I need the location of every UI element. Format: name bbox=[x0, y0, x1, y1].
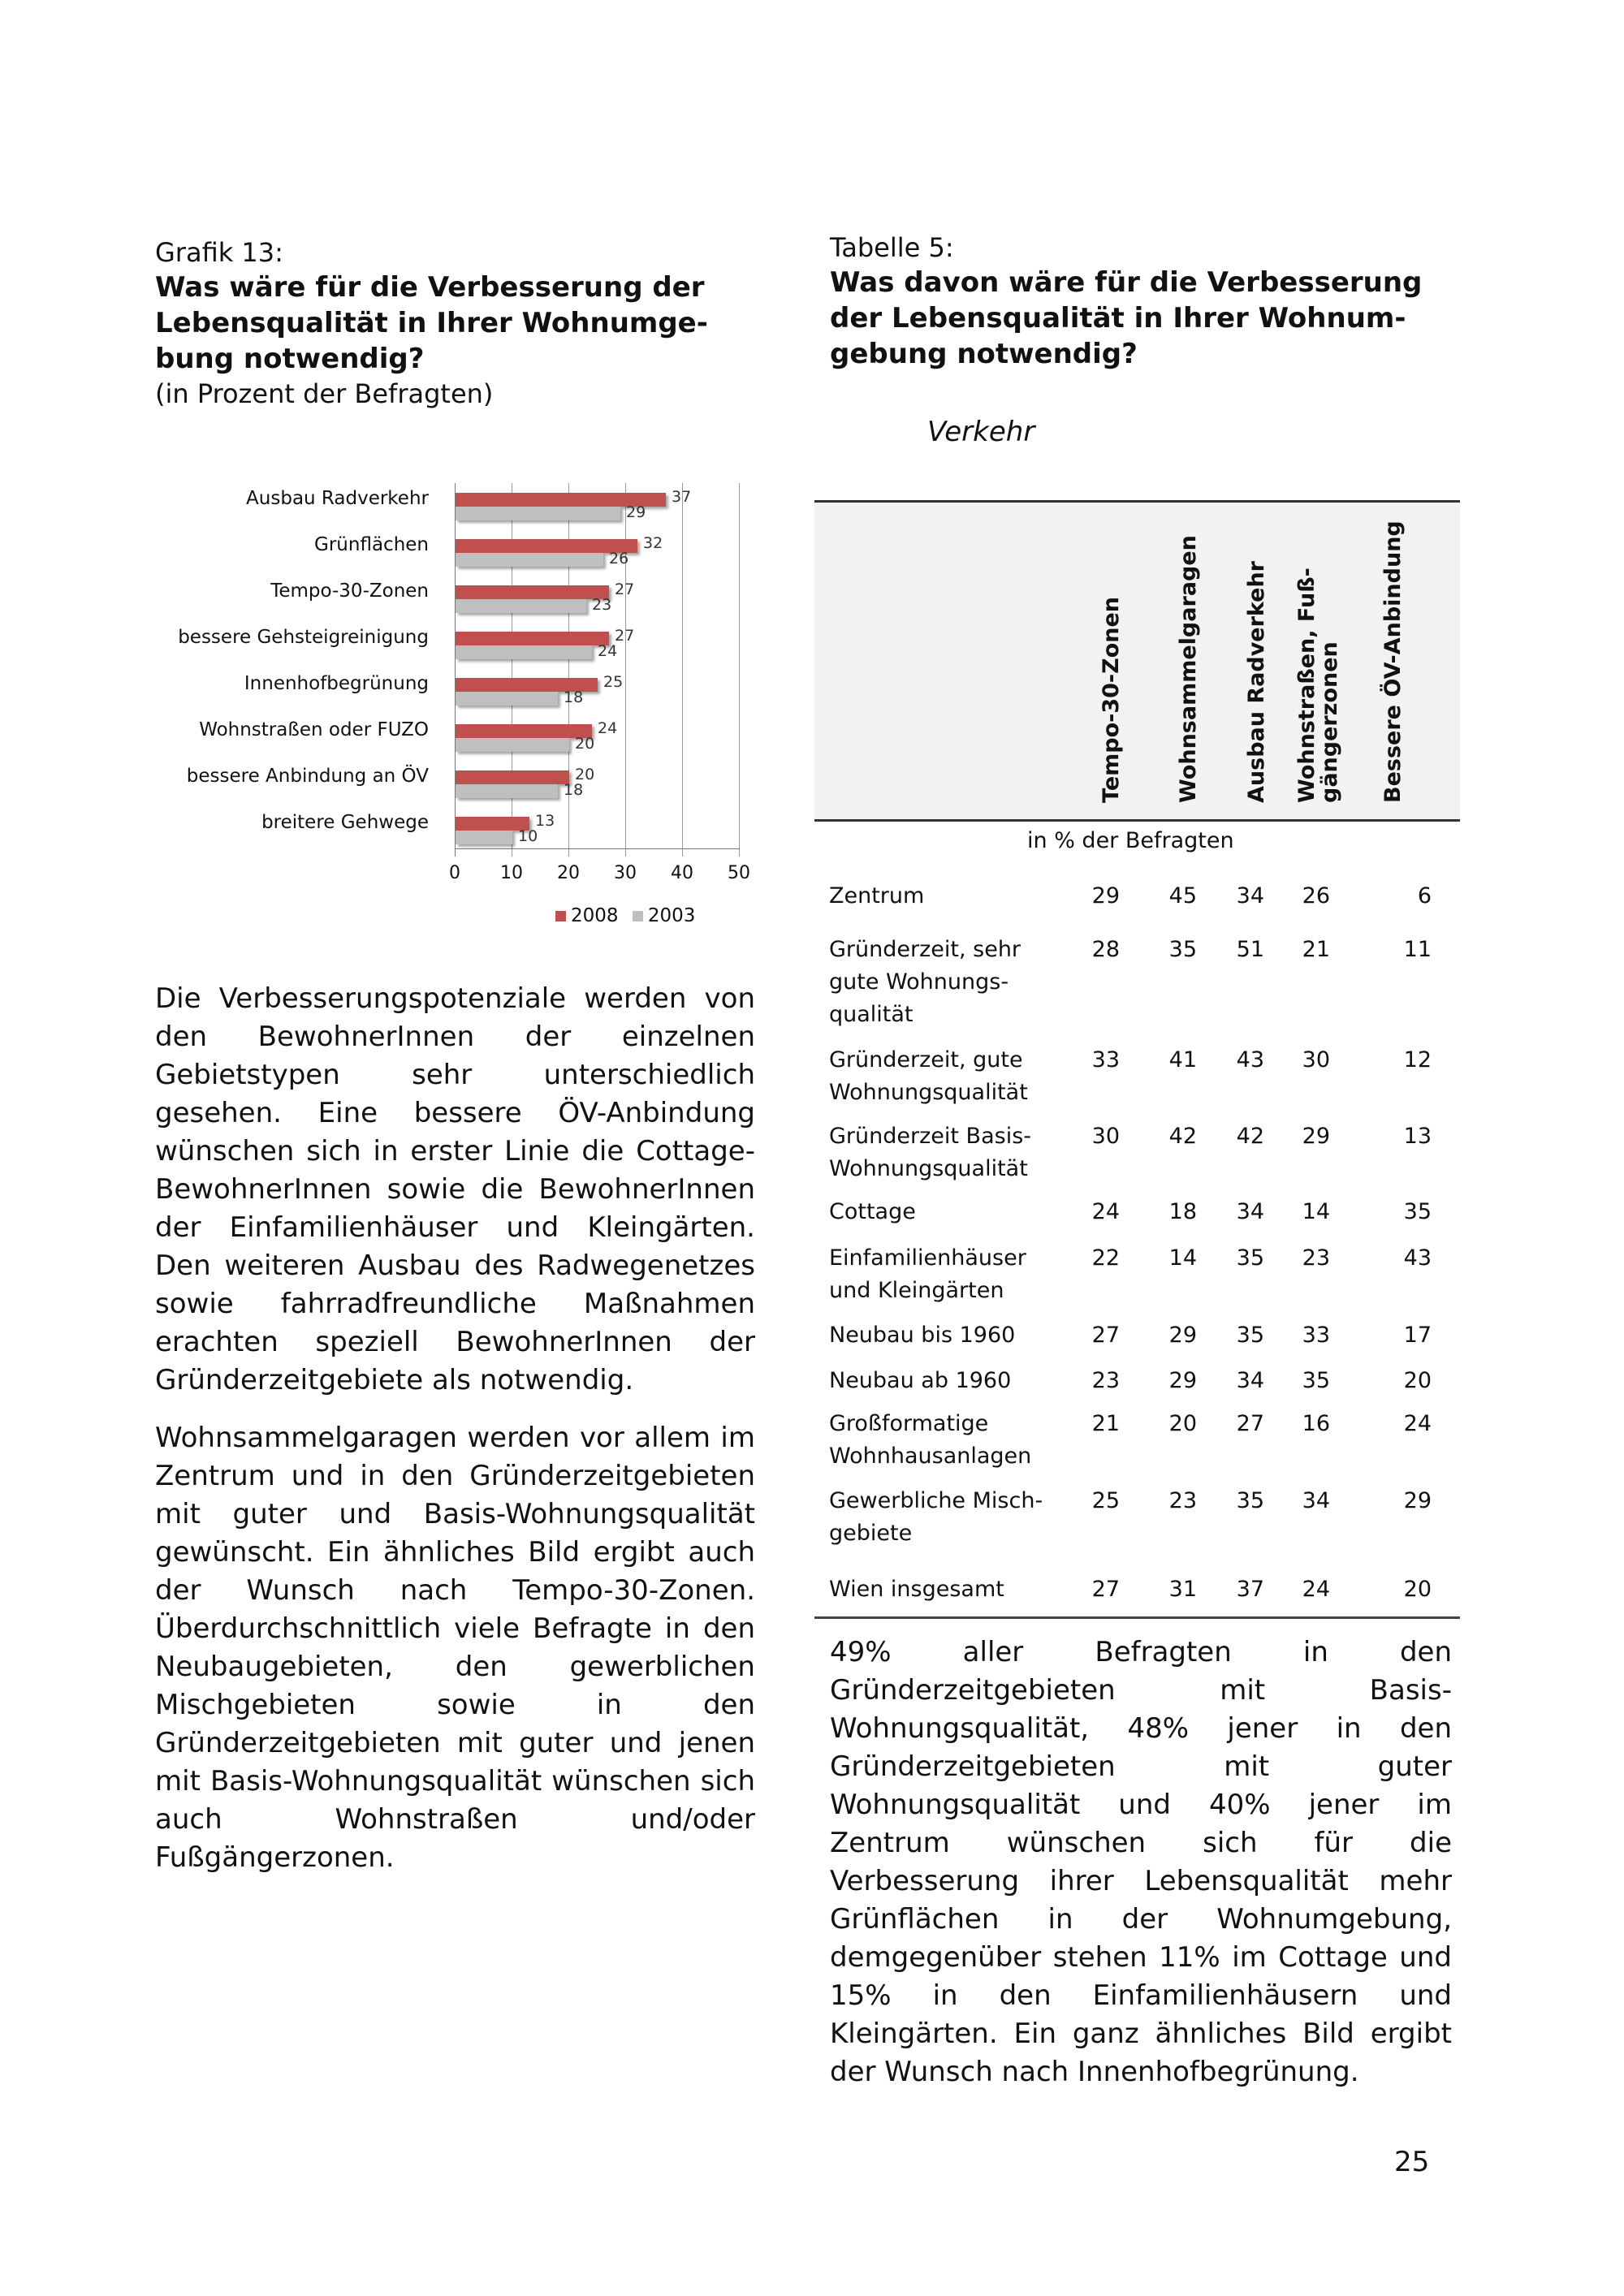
column-header-oev-anbindung: Bessere ÖV-Anbindung bbox=[1380, 520, 1406, 803]
figure-title-line: Lebensqualität in Ihrer Wohnumge- bbox=[155, 307, 708, 339]
x-tick: 0 bbox=[449, 863, 460, 883]
chart-caption bbox=[155, 235, 756, 411]
table-cell: 21 bbox=[1091, 1411, 1120, 1436]
bar-value-label: 29 bbox=[626, 503, 646, 521]
table-cell: 34 bbox=[1236, 1199, 1264, 1224]
table-title-line: der Lebensqualität in Ihrer Wohnum- bbox=[830, 302, 1406, 334]
bar-2003 bbox=[456, 507, 620, 520]
figure-title-line: bung notwendig? bbox=[155, 343, 425, 375]
x-tick: 40 bbox=[671, 863, 693, 883]
figure-label: Grafik 13: bbox=[155, 237, 283, 268]
figure-subtitle: (in Prozent der Befragten) bbox=[155, 378, 494, 409]
bar-2003 bbox=[456, 692, 558, 706]
table-cell: 16 bbox=[1302, 1411, 1330, 1436]
table-cell: 22 bbox=[1091, 1245, 1120, 1271]
legend-swatch-red-icon bbox=[555, 911, 566, 921]
table-cell: 35 bbox=[1403, 1199, 1432, 1224]
category-label: bessere Anbindung an ÖV bbox=[186, 766, 429, 787]
table-cell: 29 bbox=[1168, 1368, 1197, 1393]
table-cell: 17 bbox=[1403, 1323, 1432, 1348]
table-label: Tabelle 5: bbox=[830, 232, 954, 263]
table-cell: 21 bbox=[1302, 937, 1330, 962]
table-cell: 43 bbox=[1403, 1245, 1432, 1271]
bar-value-label: 24 bbox=[598, 642, 618, 660]
category-label: Innenhofbegrünung bbox=[244, 673, 429, 694]
table-cell: 14 bbox=[1168, 1245, 1197, 1271]
table-cell: 31 bbox=[1168, 1577, 1197, 1602]
bar-value-label: 27 bbox=[615, 627, 635, 645]
plot-area bbox=[455, 483, 740, 848]
table-cell: 42 bbox=[1168, 1124, 1197, 1149]
column-header-tempo30: Tempo-30-Zonen bbox=[1099, 596, 1124, 803]
table-row bbox=[814, 1408, 1460, 1473]
table-title-line: Was davon wäre für die Verbesserung bbox=[830, 266, 1423, 299]
table-body bbox=[814, 880, 1460, 1619]
table-cell: 11 bbox=[1403, 937, 1432, 962]
row-label: Gründerzeit Basis-Wohnungsqualität bbox=[829, 1124, 1031, 1181]
column-header-wohnsammelgaragen: Wohnsammelgaragen bbox=[1176, 535, 1201, 803]
bar-2003 bbox=[456, 784, 558, 798]
table-row bbox=[814, 1196, 1460, 1228]
bar-2003 bbox=[456, 645, 592, 659]
table-cell: 20 bbox=[1403, 1577, 1432, 1602]
bar-2008 bbox=[456, 724, 592, 738]
page-number: 25 bbox=[1394, 2146, 1430, 2178]
table-cell: 27 bbox=[1091, 1323, 1120, 1348]
table-cell: 28 bbox=[1091, 937, 1120, 962]
category-label: bessere Gehsteigreinigung bbox=[178, 627, 429, 648]
bar-2008 bbox=[456, 585, 609, 599]
table-cell: 33 bbox=[1302, 1323, 1330, 1348]
table-cell: 33 bbox=[1091, 1047, 1120, 1072]
chart-category-labels bbox=[154, 483, 429, 857]
table-row bbox=[814, 1319, 1460, 1352]
table-cell: 51 bbox=[1236, 937, 1264, 962]
table-cell: 27 bbox=[1091, 1577, 1120, 1602]
row-label: Cottage bbox=[829, 1199, 916, 1224]
bar-chart bbox=[154, 483, 771, 938]
table-cell: 24 bbox=[1091, 1199, 1120, 1224]
table-cell: 29 bbox=[1302, 1124, 1330, 1149]
bar-value-label: 10 bbox=[518, 827, 538, 845]
row-label: Neubau ab 1960 bbox=[829, 1368, 1012, 1393]
table-cell: 30 bbox=[1091, 1124, 1120, 1149]
table-unit-note: in % der Befragten bbox=[1027, 828, 1234, 853]
table-cell: 18 bbox=[1168, 1199, 1197, 1224]
table-header bbox=[814, 500, 1460, 822]
legend-item-2003: 2003 bbox=[633, 905, 696, 926]
table-cell: 24 bbox=[1403, 1411, 1432, 1436]
bar-2003 bbox=[456, 738, 569, 752]
table-row bbox=[814, 1365, 1460, 1397]
bar-2008 bbox=[456, 632, 609, 645]
bar-value-label: 24 bbox=[598, 719, 618, 737]
legend-swatch-gray-icon bbox=[633, 911, 643, 921]
table-cell: 43 bbox=[1236, 1047, 1264, 1072]
table-cell: 41 bbox=[1168, 1047, 1197, 1072]
category-label: Tempo-30-Zonen bbox=[270, 580, 429, 602]
table-title-line: gebung notwendig? bbox=[830, 338, 1138, 370]
table-cell: 12 bbox=[1403, 1047, 1432, 1072]
table-cell: 35 bbox=[1236, 1323, 1264, 1348]
table-caption bbox=[830, 231, 1463, 372]
row-label: Einfamilienhäuser und Kleingärten bbox=[829, 1245, 1026, 1303]
table-cell: 42 bbox=[1236, 1124, 1264, 1149]
row-label: Zentrum bbox=[829, 883, 925, 908]
table-cell: 24 bbox=[1302, 1577, 1330, 1602]
table-cell: 34 bbox=[1236, 1368, 1264, 1393]
bar-2008 bbox=[456, 770, 569, 784]
x-tick: 30 bbox=[614, 863, 637, 883]
table-cell: 30 bbox=[1302, 1047, 1330, 1072]
bar-value-label: 18 bbox=[564, 688, 584, 706]
table-cell: 20 bbox=[1403, 1368, 1432, 1393]
table-cell: 37 bbox=[1236, 1577, 1264, 1602]
table-cell: 29 bbox=[1091, 883, 1120, 908]
table-cell: 13 bbox=[1403, 1124, 1432, 1149]
table-cell: 26 bbox=[1302, 883, 1330, 908]
x-axis-ticks bbox=[449, 863, 750, 887]
gridline bbox=[739, 483, 740, 857]
table-row bbox=[814, 1242, 1460, 1307]
right-paragraph: 49% aller Befragten in den Gründerzeitgebieten mit Basis-Wohnungsqualität, 48% jener in den Gründerzeitgebieten mit guter Wohnungsqualität und 40% jener im Zentrum wünschen sich für die Verbesserung ihrer Lebensqualität mehr Grünflächen in der Wohnumgebung, demgegenüber stehen 11% im Cottage und 15% in den Einfamilienhäusern und Kleingärten. Ein ganz ähnliches Bild ergibt der Wunsch nach Innenhofbegrünung. bbox=[830, 1636, 1452, 2088]
table-cell: 20 bbox=[1168, 1411, 1197, 1436]
table-cell: 29 bbox=[1403, 1488, 1432, 1513]
gridline bbox=[682, 483, 683, 857]
table-cell: 23 bbox=[1091, 1368, 1120, 1393]
x-tick: 20 bbox=[557, 863, 580, 883]
category-label: Ausbau Radverkehr bbox=[246, 488, 429, 509]
left-paragraph-2: Wohnsammelgaragen werden vor allem im Zentrum und in den Gründerzeitgebieten mit guter und Basis-Wohnungsqualität gewünscht. Ein ähnliches Bild ergibt auch der Wunsch nach Tempo-30-Zonen. Überdurchschnittlich viele Befragte in den Neubaugebieten, den gewerblichen Mischgebieten sowie in den Gründerzeitgebieten mit guter und jenen mit Basis-Wohnungsqualität wünschen sich auch Wohnstraßen und/oder Fußgängerzonen. bbox=[155, 1422, 755, 1874]
row-label: Gewerbliche Misch-gebiete bbox=[829, 1488, 1043, 1546]
bar-value-label: 26 bbox=[609, 550, 629, 568]
table-row bbox=[814, 1120, 1460, 1185]
legend-item-2008: 2008 bbox=[555, 905, 624, 926]
row-label: Großformatige Wohnhausanlagen bbox=[829, 1411, 1032, 1469]
table-row bbox=[814, 1573, 1460, 1606]
table-row bbox=[814, 934, 1460, 1031]
table-row bbox=[814, 1044, 1460, 1109]
table-cell: 23 bbox=[1168, 1488, 1197, 1513]
table-cell: 45 bbox=[1168, 883, 1197, 908]
bar-value-label: 27 bbox=[615, 580, 635, 598]
category-label: Grünflächen bbox=[314, 534, 429, 555]
bar-value-label: 32 bbox=[643, 534, 663, 552]
table-section-title: Verkehr bbox=[927, 416, 1035, 448]
row-label: Gründerzeit, sehr gute Wohnungs-qualität bbox=[829, 937, 1021, 1027]
table-bottom-rule bbox=[814, 1616, 1460, 1619]
figure-title-line: Was wäre für die Verbesserung der bbox=[155, 271, 705, 304]
bar-value-label: 25 bbox=[603, 673, 624, 691]
chart-legend bbox=[555, 905, 695, 926]
left-paragraph-1: Die Verbesserungspotenziale werden von den BewohnerInnen der einzelnen Gebietstypen sehr unterschiedlich gesehen. Eine bessere ÖV-Anbindung wünschen sich in erster Linie die Cottage-BewohnerInnen sowie die BewohnerInnen der Einfamilienhäuser und Kleingärten. Den weiteren Ausbau des Radwegenetzes sowie fahrradfreundliche Maßnahmen erachten speziell BewohnerInnen der Gründerzeitgebiete als notwendig. bbox=[155, 982, 755, 1396]
table-cell: 27 bbox=[1236, 1411, 1264, 1436]
table-cell: 6 bbox=[1417, 883, 1432, 908]
table-cell: 35 bbox=[1236, 1488, 1264, 1513]
table-cell: 14 bbox=[1302, 1199, 1330, 1224]
table-cell: 29 bbox=[1168, 1323, 1197, 1348]
bar-value-label: 20 bbox=[575, 766, 595, 783]
bar-2003 bbox=[456, 553, 603, 567]
bar-2003 bbox=[456, 831, 512, 844]
category-label: Wohnstraßen oder FUZO bbox=[199, 719, 429, 740]
x-axis-line bbox=[455, 848, 740, 849]
bar-2003 bbox=[456, 599, 586, 613]
table-cell: 35 bbox=[1168, 937, 1197, 962]
table-cell: 25 bbox=[1091, 1488, 1120, 1513]
column-header-wohnstrassen: Wohnstraßen, Fuß- bbox=[1294, 568, 1320, 803]
table-cell: 34 bbox=[1302, 1488, 1330, 1513]
x-tick: 10 bbox=[500, 863, 523, 883]
table-cell: 34 bbox=[1236, 883, 1264, 908]
row-label: Gründerzeit, gute Wohnungsqualität bbox=[829, 1047, 1028, 1105]
column-header-wohnstrassen-cont: gängerzonen bbox=[1317, 641, 1342, 803]
bar-value-label: 20 bbox=[575, 735, 595, 753]
table-cell: 23 bbox=[1302, 1245, 1330, 1271]
table-row bbox=[814, 880, 1460, 913]
table-cell: 35 bbox=[1302, 1368, 1330, 1393]
bar-value-label: 13 bbox=[535, 812, 555, 830]
row-label: Wien insgesamt bbox=[829, 1577, 1004, 1602]
category-label: breitere Gehwege bbox=[261, 812, 429, 833]
bar-value-label: 37 bbox=[672, 488, 692, 506]
table-cell: 35 bbox=[1236, 1245, 1264, 1271]
row-label: Neubau bis 1960 bbox=[829, 1323, 1016, 1348]
column-header-ausbau-radverkehr: Ausbau Radverkehr bbox=[1244, 560, 1269, 803]
bar-value-label: 23 bbox=[592, 596, 612, 614]
table-row bbox=[814, 1485, 1460, 1550]
bar-value-label: 18 bbox=[564, 781, 584, 799]
x-tick: 50 bbox=[728, 863, 750, 883]
